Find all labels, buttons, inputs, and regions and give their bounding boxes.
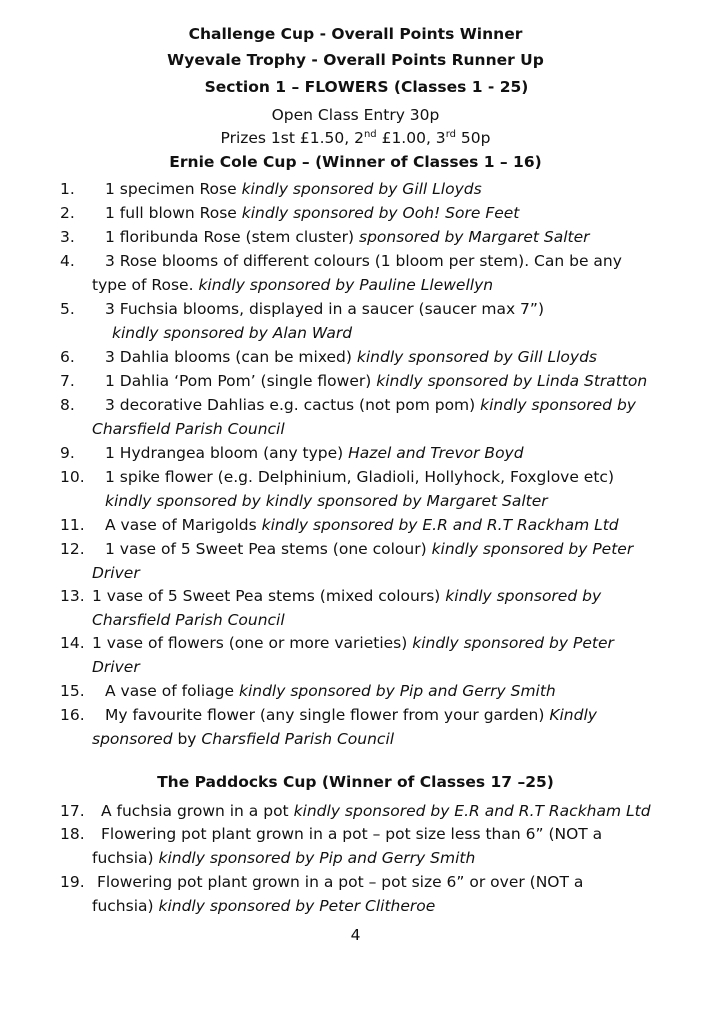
prizes-line: Prizes 1st £1.50, 2nd £1.00, 3rd 50p [220,128,491,147]
ernie-cole-cup-heading: Ernie Cole Cup – (Winner of Classes 1 – 16) [169,153,542,171]
open-class-entry: Open Class Entry 30p [271,106,440,124]
paddocks-cup-heading: The Paddocks Cup (Winner of Classes 17 –25) [157,773,554,791]
title-challenge-cup: Challenge Cup - Overall Points Winner [188,25,523,43]
section-heading: Section 1 – FLOWERS (Classes 1 - 25) [204,78,529,96]
title-wyevale-trophy: Wyevale Trophy - Overall Points Runner Up [167,51,544,69]
page-number: 4 [350,926,361,944]
